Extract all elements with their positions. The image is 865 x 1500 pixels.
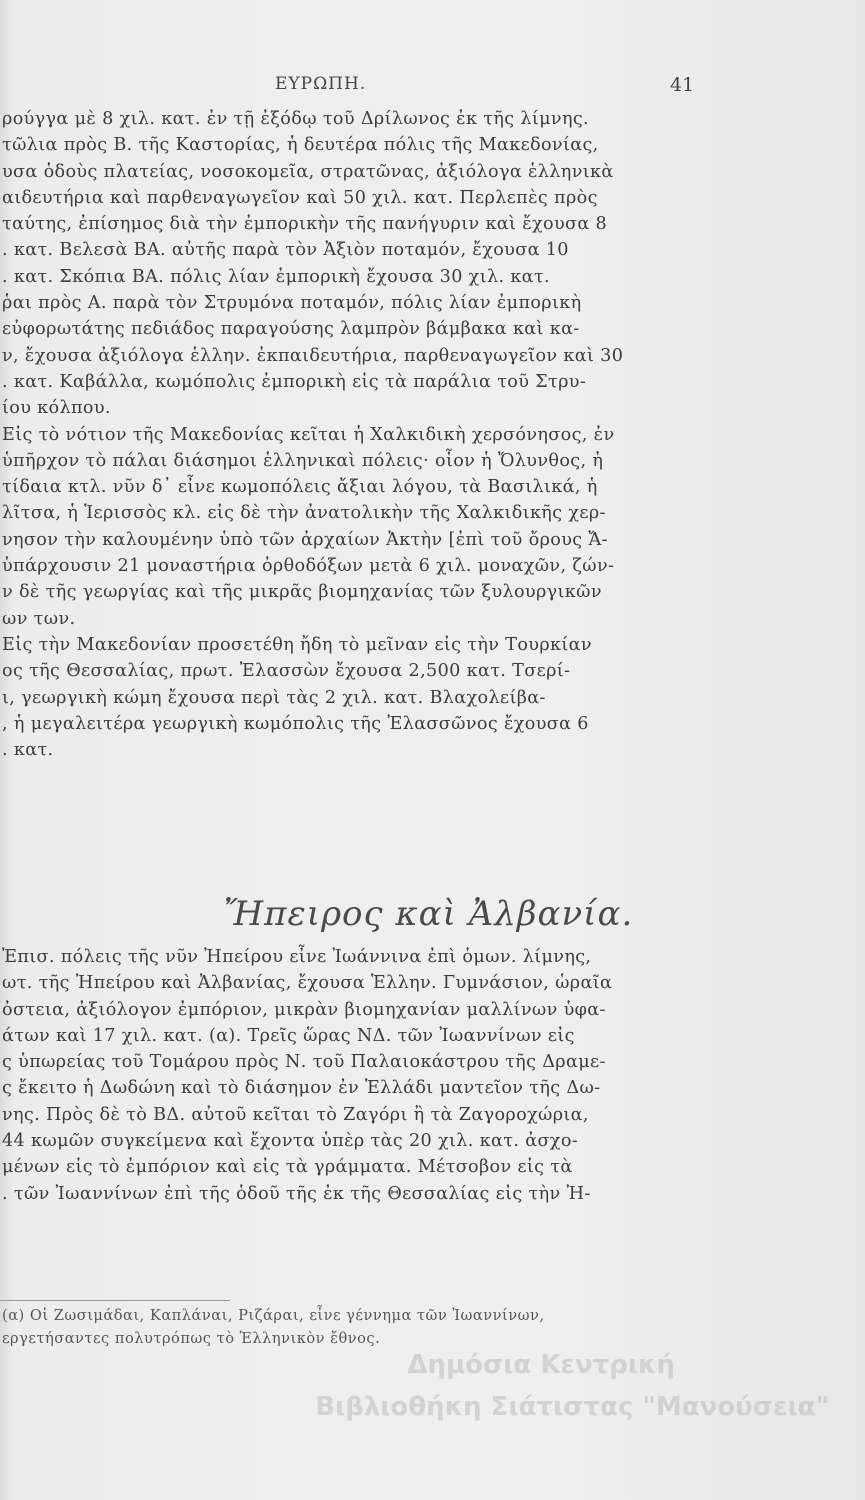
text-line: Εἰς τὴν Μακεδονίαν προσετέθη ἤδη τὸ μεῖναν εἰς τὴν Τουρκίαν — [2, 634, 592, 655]
text-line: , ἡ μεγαλειτέρα γεωργικὴ κωμόπολις τῆς Ἐλασσῶνος ἔχουσα 6 — [2, 713, 589, 734]
text-line: ὀστεια, ἀξιόλογον ἐμπόριον, μικρὰν βιομηχανίαν μαλλίνων ὑφα- — [2, 999, 606, 1020]
text-block-epirus — [0, 944, 865, 1207]
section-heading: Ἤπειρος καὶ Ἀλβανία. — [223, 894, 634, 934]
text-line: . κατ. Καβάλλα, κωμόπολις ἐμπορικὴ εἰς τὰ παράλια τοῦ Στρυ- — [2, 371, 587, 392]
text-line: μένων εἰς τὸ ἐμπόριον καὶ εἰς τὰ γράμματα. Μέτσοβον εἰς τὰ — [2, 1157, 573, 1178]
text-line: ς ὑπωρείας τοῦ Τομάρου πρὸς Ν. τοῦ Παλαιοκάστρου τῆς Δραμε- — [2, 1052, 606, 1073]
library-watermark-line1: Δημόσια Κεντρική — [407, 1350, 675, 1380]
footnote-rule — [0, 1300, 230, 1301]
text-line: Ἐπισ. πόλεις τῆς νῦν Ἠπείρου εἶνε Ἰωάννινα ἐπὶ ὁμων. λίμνης, — [2, 947, 592, 967]
text-line: τῶλια πρὸς Β. τῆς Καστορίας, ἡ δευτέρα πόλις τῆς Μακεδονίας, — [2, 135, 599, 156]
footnote-line: (α) Οἱ Ζωσιμάδαι, Καπλάναι, Ριζάραι, εἶνε γέννημα τῶν Ἰωαννίνων, — [2, 1307, 545, 1324]
text-line: ος τῆς Θεσσαλίας, πρωτ. Ἐλασσὼν ἔχουσα 2,500 κατ. Τσερί- — [2, 661, 571, 682]
text-line: ν, ἔχουσα ἀξιόλογα ἑλλην. ἐκπαιδευτήρια, παρθεναγωγεῖον καὶ 30 — [2, 345, 624, 366]
text-line: ὑπῆρχον τὸ πάλαι διάσημοι ἑλληνικαὶ πόλεις· οἷον ἡ Ὄλυνθος, ἡ — [2, 450, 604, 471]
text-line: ὑπάρχουσιν 21 μοναστήρια ὀρθοδόξων μετὰ 6 χιλ. μοναχῶν, ζών- — [2, 556, 615, 577]
text-line: ρούγγα μὲ 8 χιλ. κατ. ἐν τῇ ἐξόδῳ τοῦ Δρίλωνος ἐκ τῆς λίμνης. — [2, 109, 589, 129]
text-line: ν δὲ τῆς γεωργίας καὶ τῆς μικρᾶς βιομηχανίας τῶν ξυλουργικῶν — [2, 582, 602, 603]
text-line: ων των. — [2, 608, 76, 629]
text-line: . κατ. Βελεσὰ ΒΑ. αὐτῆς παρὰ τὸν Ἀξιὸν ποταμόν, ἔχουσα 10 — [2, 240, 569, 261]
text-line: λῖτσα, ἡ Ἱερισσὸς κλ. εἰς δὲ τὴν ἀνατολικὴν τῆς Χαλκιδικῆς χερ- — [2, 503, 606, 524]
text-line: . κατ. — [2, 740, 54, 761]
text-line: ι, γεωργικὴ κώμη ἔχουσα περὶ τὰς 2 χιλ. κατ. Βλαχολείβα- — [2, 687, 546, 708]
text-line: αιδευτήρια καὶ παρθεναγωγεῖον καὶ 50 χιλ. κατ. Περλεπὲς πρὸς — [2, 187, 598, 208]
running-head: ΕΥΡΩΠΗ. — [275, 74, 367, 94]
text-line: νης. Πρὸς δὲ τὸ ΒΔ. αὐτοῦ κεῖται τὸ Ζαγόρι ἢ τὰ Ζαγοροχώρια, — [2, 1104, 589, 1125]
text-line: ς ἔκειτο ἡ Δωδώνη καὶ τὸ διάσημον ἐν Ἑλλάδι μαντεῖον τῆς Δω- — [2, 1078, 601, 1099]
footnotes — [0, 1304, 865, 1350]
text-line: ίου κόλπου. — [2, 398, 111, 419]
text-line: τίδαια κτλ. νῦν δ᾽ εἶνε κωμοπόλεις ἄξιαι λόγου, τὰ Βασιλικά, ἡ — [2, 477, 598, 498]
footnote-line: εργετήσαντες πολυτρόπως τὸ Ἑλληνικὸν ἔθνος. — [2, 1330, 381, 1347]
text-block-macedonia — [0, 106, 865, 763]
text-line: . κατ. Σκόπια ΒΑ. πόλις λίαν ἐμπορικὴ ἔχουσα 30 χιλ. κατ. — [2, 266, 550, 287]
page-header — [0, 74, 865, 104]
text-line: Εἰς τὸ νότιον τῆς Μακεδονίας κεῖται ἡ Χαλκιδικὴ χερσόνησος, ἐν — [2, 424, 615, 445]
text-line: ῥαι πρὸς Α. παρὰ τὸν Στρυμόνα ποταμόν, πόλις λίαν ἐμπορικὴ — [2, 293, 582, 314]
text-line: εὐφορωτάτης πεδιάδος παραγούσης λαμπρὸν βάμβακα καὶ κα- — [2, 319, 580, 340]
text-line: άτων καὶ 17 χιλ. κατ. (α). Τρεῖς ὥρας ΝΔ. τῶν Ἰωαννίνων εἰς — [2, 1025, 575, 1046]
text-line: υσα ὁδοὺς πλατείας, νοσοκομεῖα, στρατῶνας, ἀξιόλογα ἑλληνικὰ — [2, 161, 614, 182]
text-line: ταύτης, ἐπίσημος διὰ τὴν ἐμπορικὴν τῆς πανήγυριν καὶ ἔχουσα 8 — [2, 214, 608, 235]
page-number: 41 — [670, 74, 695, 96]
text-line: . τῶν Ἰωαννίνων ἐπὶ τῆς ὁδοῦ τῆς ἐκ τῆς Θεσσαλίας εἰς τὴν Ἠ- — [2, 1183, 591, 1204]
text-line: 44 κωμῶν συγκείμενα καὶ ἔχοντα ὑπὲρ τὰς 20 χιλ. κατ. ἀσχο- — [2, 1131, 579, 1152]
text-line: νησον τὴν καλουμένην ὑπὸ τῶν ἀρχαίων Ἀκτὴν [ἐπὶ τοῦ ὄρους Ἄ- — [2, 529, 608, 550]
text-line: ωτ. τῆς Ἠπείρου καὶ Ἀλβανίας, ἔχουσα Ἑλλην. Γυμνάσιον, ὡραῖα — [2, 973, 613, 994]
library-watermark-line2: Βιβλιοθήκη Σιάτιστας "Μανούσεια" — [315, 1392, 829, 1422]
